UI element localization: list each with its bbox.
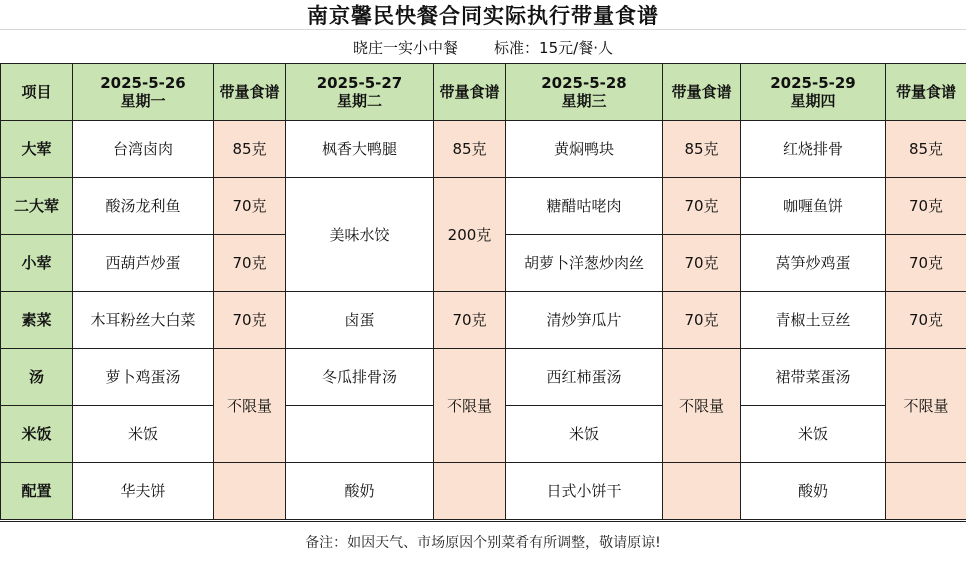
dish-cell: 西红柿蛋汤 bbox=[506, 349, 663, 406]
row-label-vegetable: 素菜 bbox=[1, 292, 73, 349]
table-row bbox=[1, 292, 966, 349]
header-portion-2: 带量食谱 bbox=[434, 64, 506, 121]
table-row bbox=[1, 121, 966, 178]
header-portion-4: 带量食谱 bbox=[886, 64, 966, 121]
row-label-big-meat: 大荤 bbox=[1, 121, 73, 178]
portion-cell: 85克 bbox=[434, 121, 506, 178]
portion-cell: 70克 bbox=[663, 292, 741, 349]
header-date-1: 2025-5-26 bbox=[100, 74, 186, 92]
dish-cell bbox=[286, 406, 434, 463]
dish-cell: 莴笋炒鸡蛋 bbox=[741, 235, 886, 292]
portion-cell: 70克 bbox=[214, 235, 286, 292]
merged-portion-cell: 200克 bbox=[434, 178, 506, 292]
subtitle-row bbox=[0, 31, 966, 63]
dish-cell: 红烧排骨 bbox=[741, 121, 886, 178]
unlimited-cell: 不限量 bbox=[214, 349, 286, 463]
dish-cell: 青椒土豆丝 bbox=[741, 292, 886, 349]
dish-cell: 枫香大鸭腿 bbox=[286, 121, 434, 178]
dish-cell: 黄焖鸭块 bbox=[506, 121, 663, 178]
portion-cell: 70克 bbox=[886, 292, 966, 349]
row-label-soup: 汤 bbox=[1, 349, 73, 406]
header-day-4 bbox=[741, 64, 886, 121]
header-day-1 bbox=[73, 64, 214, 121]
header-date-2: 2025-5-27 bbox=[316, 74, 403, 92]
header-weekday-1: 星期一 bbox=[120, 92, 166, 110]
dish-cell: 卤蛋 bbox=[286, 292, 434, 349]
dish-cell: 酸汤龙利鱼 bbox=[73, 178, 214, 235]
portion-cell: 70克 bbox=[214, 292, 286, 349]
empty-portion-cell bbox=[214, 463, 286, 520]
dish-cell: 萝卜鸡蛋汤 bbox=[73, 349, 214, 406]
row-label-small-meat: 小荤 bbox=[1, 235, 73, 292]
portion-cell: 70克 bbox=[663, 178, 741, 235]
dish-cell: 木耳粉丝大白菜 bbox=[73, 292, 214, 349]
row-label-second-big-meat: 二大荤 bbox=[1, 178, 73, 235]
row-label-rice: 米饭 bbox=[1, 406, 73, 463]
dish-cell: 酸奶 bbox=[741, 463, 886, 520]
page-title: 南京馨民快餐合同实际执行带量食谱 bbox=[0, 0, 966, 30]
dish-cell: 咖喱鱼饼 bbox=[741, 178, 886, 235]
table-row bbox=[1, 178, 966, 235]
empty-portion-cell bbox=[434, 463, 506, 520]
school-label: 晓庄一实小中餐 bbox=[353, 38, 459, 57]
unlimited-cell: 不限量 bbox=[434, 349, 506, 463]
dish-cell: 华夫饼 bbox=[73, 463, 214, 520]
header-weekday-2: 星期二 bbox=[336, 92, 382, 110]
empty-portion-cell bbox=[886, 463, 966, 520]
price-standard: 标准：15元/餐·人 bbox=[494, 38, 613, 57]
header-portion-1: 带量食谱 bbox=[214, 64, 286, 121]
menu-table bbox=[0, 63, 966, 520]
dish-cell: 米饭 bbox=[506, 406, 663, 463]
header-day-2 bbox=[286, 64, 434, 121]
header-portion-3: 带量食谱 bbox=[663, 64, 741, 121]
portion-cell: 70克 bbox=[434, 292, 506, 349]
header-date-4: 2025-5-29 bbox=[770, 74, 856, 92]
unlimited-cell: 不限量 bbox=[663, 349, 741, 463]
header-day-3 bbox=[506, 64, 663, 121]
dish-cell: 糖醋咕咾肉 bbox=[506, 178, 663, 235]
portion-cell: 70克 bbox=[886, 235, 966, 292]
header-row bbox=[1, 64, 966, 121]
portion-cell: 70克 bbox=[886, 178, 966, 235]
dish-cell: 台湾卤肉 bbox=[73, 121, 214, 178]
portion-cell: 70克 bbox=[663, 235, 741, 292]
portion-cell: 85克 bbox=[663, 121, 741, 178]
header-date-3: 2025-5-28 bbox=[541, 74, 627, 92]
dish-cell: 日式小饼干 bbox=[506, 463, 663, 520]
header-weekday-3: 星期三 bbox=[561, 92, 607, 110]
portion-cell: 85克 bbox=[886, 121, 966, 178]
portion-cell: 70克 bbox=[214, 178, 286, 235]
dish-cell: 米饭 bbox=[73, 406, 214, 463]
dish-cell: 冬瓜排骨汤 bbox=[286, 349, 434, 406]
row-label-extras: 配置 bbox=[1, 463, 73, 520]
dish-cell: 裙带菜蛋汤 bbox=[741, 349, 886, 406]
table-row bbox=[1, 349, 966, 406]
portion-cell: 85克 bbox=[214, 121, 286, 178]
table-row bbox=[1, 463, 966, 520]
dish-cell: 胡萝卜洋葱炒肉丝 bbox=[506, 235, 663, 292]
empty-portion-cell bbox=[663, 463, 741, 520]
dish-cell: 西葫芦炒蛋 bbox=[73, 235, 214, 292]
footnote: 备注：如因天气、市场原因个别菜肴有所调整，敬请原谅! bbox=[0, 521, 966, 562]
dish-cell: 米饭 bbox=[741, 406, 886, 463]
dish-cell: 酸奶 bbox=[286, 463, 434, 520]
unlimited-cell: 不限量 bbox=[886, 349, 966, 463]
merged-dish-cell: 美味水饺 bbox=[286, 178, 434, 292]
dish-cell: 清炒笋瓜片 bbox=[506, 292, 663, 349]
header-weekday-4: 星期四 bbox=[790, 92, 836, 110]
header-item: 项目 bbox=[1, 64, 73, 121]
